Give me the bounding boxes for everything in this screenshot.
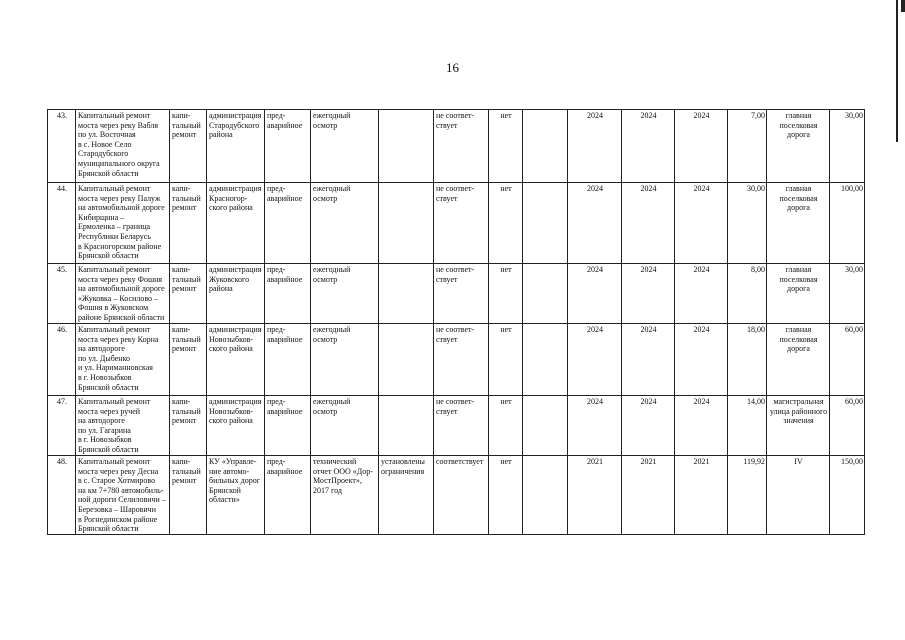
cell-length	[830, 456, 865, 535]
cell-text: 18,00	[747, 325, 765, 334]
cell-condition	[265, 183, 311, 264]
cell-text-line: моста через реку Десна	[78, 466, 159, 476]
cell-inspection	[311, 324, 379, 396]
cell-text-line: КУ «Управле-	[209, 457, 257, 466]
cell-year-start	[568, 456, 622, 535]
cell-text: 2024	[640, 325, 657, 334]
cell-work-type	[170, 456, 207, 535]
cell-text-line: тальный	[172, 120, 201, 130]
cell-text-line: не соответ-	[436, 111, 475, 120]
cell-restriction	[379, 456, 434, 535]
cell-text-line: осмотр	[313, 120, 338, 130]
table-row	[48, 396, 865, 456]
cell-year-end	[675, 264, 728, 324]
cell-number	[48, 324, 76, 396]
cell-text-line: по ул. Гагарина	[78, 425, 131, 435]
cell-text-line: тальный	[172, 193, 201, 203]
cell-year-start	[568, 396, 622, 456]
cell-text-line: капи-	[172, 265, 191, 274]
cell-cost	[728, 396, 767, 456]
cell-number	[48, 110, 76, 183]
cell-flag	[489, 324, 523, 396]
cell-text: 2024	[587, 397, 603, 406]
cell-text: 2024	[693, 111, 710, 120]
cell-object-name	[76, 396, 170, 456]
cell-text-line: Капитальный ремонт	[78, 325, 151, 334]
cell-text-line: аварийное	[267, 466, 303, 476]
cell-text-line: администрация	[209, 397, 262, 406]
cell-flag	[489, 396, 523, 456]
cell-road-category	[767, 456, 830, 535]
cell-text: 30,00	[747, 184, 765, 193]
cell-text-line: дорога	[787, 344, 810, 354]
cell-length	[830, 183, 865, 264]
cell-object-name	[76, 264, 170, 324]
cell-restriction	[379, 264, 434, 324]
cell-text-line: области»	[209, 495, 240, 505]
cell-text-line: аварийное	[267, 406, 303, 416]
cell-text: 2024	[587, 184, 603, 193]
cell-text-line: Капитальный ремонт	[78, 184, 151, 193]
cell-text-line: и ул. Нариманновская	[78, 363, 153, 373]
cell-text-line: улица районного	[769, 406, 828, 416]
cell-text-line: моста через реку Палуж	[78, 193, 161, 203]
cell-number	[48, 183, 76, 264]
cell-year-end	[675, 183, 728, 264]
cell-text-line: Брянской области	[78, 444, 139, 454]
cell-owner	[207, 324, 265, 396]
cell-text: 2024	[587, 265, 603, 274]
cell-text-line: Капитальный ремонт	[78, 265, 151, 274]
cell-year-middle	[622, 396, 675, 456]
cell-text-line: ограничения	[381, 466, 425, 476]
cell-text-line: капи-	[172, 457, 191, 466]
cell-extra	[523, 183, 568, 264]
cell-text-line: не соответ-	[436, 325, 475, 334]
cell-text-line: тальный	[172, 466, 201, 476]
cell-text-line: ствует	[436, 120, 458, 130]
cell-text-line: Капитальный ремонт	[78, 457, 151, 466]
cell-text-line: Брянской области	[78, 382, 139, 392]
cell-inspection	[311, 264, 379, 324]
cell-inspection	[311, 396, 379, 456]
cell-year-middle	[622, 183, 675, 264]
cell-text-line: Брянской области	[78, 168, 139, 178]
cell-road-category	[767, 396, 830, 456]
cell-text-line: ремонт	[172, 476, 197, 486]
table-row	[48, 324, 865, 396]
cell-text-line: аварийное	[267, 334, 303, 344]
cell-cost	[728, 264, 767, 324]
cell-text-line: пред-	[267, 325, 286, 334]
cell-text-line: капи-	[172, 325, 191, 334]
cell-text-line: поселковая	[779, 193, 818, 203]
cell-year-start	[568, 264, 622, 324]
cell-text-line: не соответ-	[436, 397, 475, 406]
cell-text: 30,00	[845, 111, 863, 120]
cell-text-line: Ермоленка – граница	[78, 222, 151, 232]
cell-year-start	[568, 324, 622, 396]
cell-text-line: Новозыбков-	[209, 334, 254, 344]
cell-extra	[523, 456, 568, 535]
cell-work-type	[170, 324, 207, 396]
cell-text-line: ние автомо-	[209, 466, 250, 476]
cell-text: 45.	[57, 265, 67, 274]
cell-year-middle	[622, 456, 675, 535]
cell-text-line: в Красногорском районе	[78, 241, 162, 251]
cell-text: нет	[500, 265, 512, 274]
cell-year-middle	[622, 264, 675, 324]
cell-text: 150,00	[841, 457, 863, 466]
cell-year-end	[675, 396, 728, 456]
cell-text-line: магистральная	[773, 397, 824, 406]
cell-text-line: отчет ООО «Дор-	[313, 466, 373, 476]
cell-condition	[265, 324, 311, 396]
cell-text: 60,00	[845, 325, 863, 334]
cell-text-line: ствует	[436, 334, 458, 344]
cell-text: 2024	[587, 325, 603, 334]
cell-text-line: бильных дорог	[209, 476, 260, 486]
cell-text-line: пред-	[267, 111, 286, 120]
cell-text-line: дорога	[787, 130, 810, 140]
cell-text-line: ежегодный	[313, 184, 351, 193]
cell-text: 14,00	[747, 397, 765, 406]
cell-text-line: на автодороге	[78, 344, 125, 354]
cell-text: 2021	[640, 457, 657, 466]
cell-length	[830, 110, 865, 183]
cell-text-line: ского района	[209, 416, 253, 426]
cell-text-line: района	[209, 130, 233, 140]
cell-text-line: осмотр	[313, 193, 338, 203]
cell-compliance	[434, 324, 489, 396]
cell-number	[48, 396, 76, 456]
cell-text-line: значения	[783, 416, 814, 426]
cell-text-line: на автомобильной дороге	[78, 203, 165, 213]
cell-text-line: осмотр	[313, 334, 338, 344]
cell-compliance	[434, 264, 489, 324]
cell-text-line: на автодороге	[78, 416, 125, 426]
cell-text-line: Новозыбков-	[209, 406, 254, 416]
cell-work-type	[170, 396, 207, 456]
cell-restriction	[379, 183, 434, 264]
cell-work-type	[170, 110, 207, 183]
cell-inspection	[311, 110, 379, 183]
cell-text: 8,00	[751, 265, 765, 274]
cell-text-line: Капитальный ремонт	[78, 111, 151, 120]
cell-owner	[207, 456, 265, 535]
cell-text-line: главная	[785, 325, 812, 334]
cell-work-type	[170, 264, 207, 324]
cell-compliance	[434, 183, 489, 264]
cell-text-line: не соответ-	[436, 184, 475, 193]
cell-text-line: 2017 год	[313, 485, 342, 495]
cell-text-line: главная	[785, 184, 812, 193]
cell-inspection	[311, 183, 379, 264]
cell-text-line: тальный	[172, 334, 201, 344]
cell-text-line: Стародубского	[78, 149, 129, 159]
cell-text-line: ствует	[436, 274, 458, 284]
cell-text-line: поселковая	[779, 334, 818, 344]
cell-text-line: ежегодный	[313, 397, 351, 406]
cell-flag	[489, 456, 523, 535]
cell-cost	[728, 183, 767, 264]
cell-text-line: ремонт	[172, 344, 197, 354]
cell-owner	[207, 396, 265, 456]
cell-text-line: тальный	[172, 406, 201, 416]
cell-text-line: аварийное	[267, 120, 303, 130]
cell-road-category	[767, 183, 830, 264]
cell-text-line: аварийное	[267, 193, 303, 203]
cell-text-line: Брянской	[209, 485, 241, 495]
table-row	[48, 110, 865, 183]
cell-length	[830, 264, 865, 324]
cell-text-line: моста через реку Вабля	[78, 120, 159, 130]
cell-work-type	[170, 183, 207, 264]
cell-cost	[728, 110, 767, 183]
cell-text-line: Жуковского	[209, 274, 250, 284]
cell-text-line: ремонт	[172, 130, 197, 140]
cell-text-line: моста через ручей	[78, 406, 141, 416]
cell-text-line: пред-	[267, 265, 286, 274]
cell-text: нет	[500, 397, 512, 406]
cell-object-name	[76, 324, 170, 396]
cell-text: 2024	[693, 184, 710, 193]
cell-year-middle	[622, 110, 675, 183]
cell-number	[48, 264, 76, 324]
cell-inspection	[311, 456, 379, 535]
cell-text: нет	[500, 325, 512, 334]
cell-text-line: ежегодный	[313, 265, 351, 274]
cell-text: 2024	[693, 325, 710, 334]
cell-text-line: пред-	[267, 457, 286, 466]
cell-text-line: Стародубского	[209, 120, 260, 130]
cell-text: 2024	[640, 111, 657, 120]
cell-text-line: Фошня в Жуковском	[78, 303, 149, 313]
cell-text-line: пред-	[267, 184, 286, 193]
cell-text: 2024	[640, 184, 657, 193]
cell-text-line: Красногор-	[209, 193, 248, 203]
cell-year-end	[675, 456, 728, 535]
cell-text-line: в г. Новозыбков	[78, 435, 132, 445]
cell-text-line: района	[209, 284, 233, 294]
cell-length	[830, 396, 865, 456]
cell-text-line: муниципального округа	[78, 158, 160, 168]
cell-text-line: Кибирщина –	[78, 212, 125, 222]
cell-text: 44.	[57, 184, 67, 193]
cell-text-line: поселковая	[779, 120, 818, 130]
cell-text: нет	[500, 457, 512, 466]
cell-text-line: осмотр	[313, 406, 338, 416]
bridge-repair-table	[47, 109, 865, 535]
cell-text-line: установлены	[381, 457, 425, 466]
cell-text: 60,00	[845, 397, 863, 406]
cell-text-line: осмотр	[313, 274, 338, 284]
cell-extra	[523, 110, 568, 183]
cell-text-line: Республики Беларусь	[78, 231, 151, 241]
cell-text-line: ского района	[209, 344, 253, 354]
cell-owner	[207, 264, 265, 324]
cell-object-name	[76, 183, 170, 264]
cell-text: 2021	[587, 457, 603, 466]
cell-text: нет	[500, 184, 512, 193]
cell-owner	[207, 110, 265, 183]
cell-text: 2024	[693, 397, 710, 406]
cell-text-line: по ул. Дыбенко	[78, 353, 131, 363]
cell-compliance	[434, 110, 489, 183]
cell-extra	[523, 324, 568, 396]
cell-road-category	[767, 264, 830, 324]
cell-text-line: дорога	[787, 284, 810, 294]
cell-text-line: Брянской области	[78, 524, 139, 534]
cell-text-line: моста через реку Корна	[78, 334, 159, 344]
cell-text-line: ной дороги Селиловичи –	[78, 495, 166, 505]
cell-text-line: ежегодный	[313, 325, 351, 334]
cell-year-end	[675, 324, 728, 396]
cell-condition	[265, 456, 311, 535]
cell-text: нет	[500, 111, 512, 120]
page-number: 16	[446, 60, 459, 75]
cell-restriction	[379, 396, 434, 456]
cell-text-line: Капитальный ремонт	[78, 397, 151, 406]
cell-text-line: в с. Новое Село	[78, 139, 132, 149]
cell-text-line: ремонт	[172, 284, 197, 294]
cell-text-line: на автомобильной дороге	[78, 284, 165, 294]
cell-text-line: дорога	[787, 203, 810, 213]
cell-text-line: пред-	[267, 397, 286, 406]
cell-condition	[265, 264, 311, 324]
cell-text-line: капи-	[172, 397, 191, 406]
cell-cost	[728, 324, 767, 396]
cell-text: 47.	[57, 397, 67, 406]
table-row	[48, 264, 865, 324]
cell-text-line: ежегодный	[313, 111, 351, 120]
cell-text-line: аварийное	[267, 274, 303, 284]
cell-text: 30,00	[845, 265, 863, 274]
cell-text: 2024	[693, 265, 710, 274]
cell-text-line: «Жуковка – Косилово –	[78, 293, 159, 303]
table-row	[48, 456, 865, 535]
cell-text-line: IV	[794, 457, 803, 466]
cell-road-category	[767, 324, 830, 396]
cell-text-line: районе Брянской области	[78, 312, 165, 322]
cell-year-end	[675, 110, 728, 183]
cell-text-line: на км 7+780 автомобиль-	[78, 485, 164, 495]
cell-text: 2024	[640, 397, 657, 406]
cell-condition	[265, 396, 311, 456]
cell-flag	[489, 183, 523, 264]
cell-extra	[523, 396, 568, 456]
cell-text-line: в Рогнединском районе	[78, 514, 158, 524]
cell-text-line: ского района	[209, 203, 253, 213]
cell-text: 7,00	[751, 111, 765, 120]
table-row	[48, 183, 865, 264]
cell-text: 2024	[640, 265, 657, 274]
cell-restriction	[379, 324, 434, 396]
cell-text-line: главная	[785, 111, 812, 120]
cell-text: 2021	[693, 457, 710, 466]
cell-text-line: администрация	[209, 265, 262, 274]
cell-text-line: ствует	[436, 406, 458, 416]
cell-text-line: капи-	[172, 111, 191, 120]
cell-text-line: капи-	[172, 184, 191, 193]
cell-text-line: технический	[313, 457, 357, 466]
cell-object-name	[76, 110, 170, 183]
cell-text-line: тальный	[172, 274, 201, 284]
cell-text-line: по ул. Восточная	[78, 130, 136, 140]
cell-object-name	[76, 456, 170, 535]
cell-compliance	[434, 396, 489, 456]
cell-restriction	[379, 110, 434, 183]
cell-text-line: поселковая	[779, 274, 818, 284]
cell-cost	[728, 456, 767, 535]
cell-text-line: Березовка – Шаровичи	[78, 504, 156, 514]
cell-text-line: ствует	[436, 193, 458, 203]
cell-text-line: в с. Старое Хотмирово	[78, 476, 156, 486]
cell-condition	[265, 110, 311, 183]
cell-text-line: главная	[785, 265, 812, 274]
cell-text-line: администрация	[209, 325, 262, 334]
cell-text-line: в г. Новозыбков	[78, 372, 132, 382]
cell-text: 2024	[587, 111, 603, 120]
cell-text: 46.	[57, 325, 67, 334]
cell-text-line: ремонт	[172, 203, 197, 213]
cell-compliance	[434, 456, 489, 535]
cell-year-start	[568, 183, 622, 264]
cell-text-line: моста через реку Фошня	[78, 274, 163, 284]
cell-text: 43.	[57, 111, 67, 120]
cell-year-start	[568, 110, 622, 183]
cell-number	[48, 456, 76, 535]
cell-text-line: ремонт	[172, 416, 197, 426]
cell-text: 119,92	[743, 457, 765, 466]
cell-text-line: не соответ-	[436, 265, 475, 274]
cell-owner	[207, 183, 265, 264]
cell-text-line: МостПроект»,	[313, 476, 362, 486]
cell-road-category	[767, 110, 830, 183]
cell-text: 100,00	[841, 184, 863, 193]
cell-year-middle	[622, 324, 675, 396]
cell-text-line: администрация	[209, 111, 262, 120]
scan-edge-mark	[901, 0, 905, 12]
cell-extra	[523, 264, 568, 324]
cell-text-line: соответствует	[436, 457, 484, 466]
cell-text-line: Брянской области	[78, 251, 139, 261]
cell-length	[830, 324, 865, 396]
cell-text: 48.	[57, 457, 67, 466]
cell-text-line: администрация	[209, 184, 262, 193]
cell-flag	[489, 264, 523, 324]
cell-flag	[489, 110, 523, 183]
